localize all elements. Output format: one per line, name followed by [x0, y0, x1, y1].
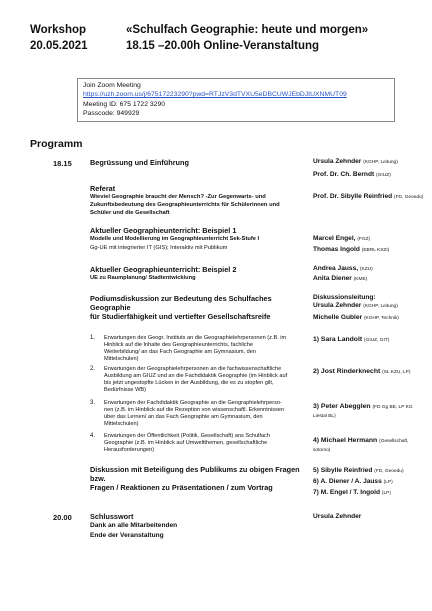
beispiel1-line: Modelle und Modellierung im Geographieunterricht Sek-Stufe I	[90, 236, 260, 243]
schluss-block	[90, 512, 300, 541]
respondent-affil: (Gesellschaft, sotomo)	[313, 439, 409, 454]
schluss-line: Ende der Veranstaltung	[90, 532, 164, 540]
item-line: Geographie (z.B. im Hinblick auf Umweltthemen, gesellschaftliche	[104, 440, 268, 447]
podium-item-1	[104, 335, 300, 363]
beispiel1-title: Aktueller Geographieunterricht: Beispiel 1	[90, 226, 237, 235]
responder-name: 5) Sibylle Reinfried	[313, 467, 373, 474]
header-date: 20.05.2021	[30, 40, 88, 52]
beispiel1-line: Gg-UE mit integrierter IT (GIS); Interaktiv mit Publikum	[90, 244, 228, 251]
referat-line: Wieviel Geographie braucht der Mensch? -Zur Gegenwarts- und	[90, 194, 266, 201]
programm-heading: Programm	[30, 138, 83, 150]
schluss-line: Schlusswort	[90, 512, 134, 521]
podium-line: für Studierfähigkeit und vertiefter Gesellschaftsreife	[90, 312, 271, 322]
responder-name: 6) A. Diener / A. Jauss	[313, 478, 382, 485]
podium-item-4	[104, 433, 300, 454]
beispiel1-speakers	[313, 235, 425, 256]
time-start: 18.15	[53, 159, 72, 168]
podium-item-2	[104, 366, 300, 394]
welcome-title: Begrüssung und Einführung	[90, 158, 189, 167]
speaker-affil: (FGZ)	[357, 237, 371, 242]
zoom-info-box	[77, 78, 395, 122]
podium-line: Podiumsdiskussion zur Bedeutung des Schulfaches Geographie	[90, 294, 272, 313]
respondent-affil: (FD Gg BE, LP KG Liestal BL)	[313, 405, 413, 420]
speaker-affil: (KZU)	[359, 267, 373, 272]
item-line: Mittelschulen)	[104, 356, 139, 363]
speaker-affil: (KGHP, Technik)	[363, 315, 399, 321]
beispiel2-block	[90, 265, 300, 283]
header-left	[30, 22, 88, 54]
respondent-name: 1) Sara Landolt	[313, 336, 363, 343]
responder-affil: (FD, Geoedu)	[374, 469, 404, 474]
item-respondent	[313, 336, 425, 345]
respondent-affil: (SL KZU, LP)	[382, 370, 411, 375]
podium-lead-label: Diskussionsleitung:	[313, 294, 376, 301]
item-line: Ausbildung am GIUZ und an die Fachdidaktik Geographie (im Hinblick auf	[104, 373, 288, 380]
referat-heading: Referat	[90, 184, 116, 193]
schluss-speaker: Ursula Zehnder	[313, 513, 362, 520]
diskussion-responders	[313, 466, 425, 499]
podium-item-3	[104, 400, 300, 428]
schluss-line: Dank an alle Mitarbeitenden	[90, 522, 178, 530]
speaker-name: Anita Diener	[313, 275, 352, 283]
item-line: bis jetzt ungestopfte Lücken in der Ausbildung, die es zu stopfen gilt,	[104, 380, 274, 387]
header-right	[126, 22, 368, 54]
item-line: Hinblick auf die Inhalte des Geographieunterrichts, fachliche	[104, 342, 253, 349]
beispiel2-title: Aktueller Geographieunterricht: Beispiel 2	[90, 265, 237, 274]
responder-name: 7) M. Engel / T. Ingold	[313, 489, 381, 496]
speaker-name: Michelle Gubler	[313, 313, 363, 321]
item-line: Herausforderungen)	[104, 447, 155, 454]
speaker-name: Thomas Ingold	[313, 246, 360, 254]
time-end: 20.00	[53, 513, 72, 522]
beispiel2-line: UE zu Raumplanung/ Stadtentwicklung	[90, 275, 196, 282]
beispiel1-block	[90, 226, 300, 252]
speaker-name: Marcel Engel,	[313, 235, 356, 242]
item-line: über das Lernen/ an das Fach Geographie am Gymnasium, den	[104, 414, 263, 421]
item-line: Erwartungen der Öffentlichkeit (Politik, Gesellschaft) ans Schulfach	[104, 433, 270, 439]
zoom-title: Join Zoom Meeting	[83, 82, 141, 89]
speaker-name: Prof. Dr. Sibylle Reinfried	[313, 193, 393, 200]
speaker-affil: (KME)	[353, 277, 368, 283]
respondent-name: 3) Peter Abegglen	[313, 403, 371, 410]
header-time-format: 18.15 –20.00h Online-Veranstaltung	[126, 40, 320, 52]
item-line: Mittelschulen)	[104, 421, 139, 428]
podium-lead	[313, 294, 425, 323]
speaker-affil: (GIUZ)	[376, 173, 391, 179]
speaker-affil: (EBRL KSZI)	[361, 248, 390, 254]
item-respondent	[313, 437, 425, 456]
podium-block	[90, 294, 300, 322]
item-number: 3.	[90, 400, 96, 406]
speaker-name: Ursula Zehnder	[313, 158, 362, 165]
speaker-name: Prof. Dr. Ch. Berndt	[313, 171, 375, 179]
item-line: Weiterbildung/ an das Fach Geographie am Gymnasium, den	[104, 349, 256, 356]
beispiel2-speakers	[313, 265, 425, 285]
item-number: 1.	[90, 335, 96, 341]
item-respondent	[313, 368, 425, 377]
referat-line: Schüler und die Gesellschaft	[90, 210, 170, 217]
item-respondent	[313, 403, 425, 422]
diskussion-block	[90, 465, 300, 493]
item-line: nen (z.B. im Hinblick auf die Rezeption von wissenschaftl. Erkenntnissen	[104, 407, 285, 414]
welcome-speakers	[313, 158, 425, 181]
speaker-affil: (KGHP, Leitung)	[363, 304, 398, 310]
diskussion-line: Diskussion mit Beteiligung des Publikums zu obigen Fragen bzw.	[90, 465, 300, 484]
item-line: Bedürfnisse WB)	[104, 387, 146, 394]
referat-block	[90, 184, 300, 217]
diskussion-line: Fragen / Reaktionen zu Präsentationen / zum Vortrag	[90, 483, 273, 493]
referat-line: Zukunftsbedeutung des Geographieunterrichts für Schülerinnen und	[90, 202, 280, 209]
respondent-name: 4) Michael Hermann	[313, 437, 378, 444]
header-workshop: Workshop	[30, 24, 87, 36]
responder-affil: (LP)	[381, 491, 391, 496]
speaker-name: Ursula Zehnder	[313, 302, 362, 310]
zoom-link[interactable]: https://uzh.zoom.us/j/67517223290?pwd=RTJzV3dTVXU5eDBCUWJEbDJtUXNMUT09	[83, 91, 347, 99]
referat-speaker	[313, 193, 425, 202]
item-line: Erwartungen der Geographielehrpersonen an die fachwissenschaftliche	[104, 366, 282, 372]
speaker-affil: (FD, Geoedu)	[394, 195, 424, 200]
item-line: Erwartungen der Fachdidaktik Geographie an die Geographielehrperso-	[104, 400, 282, 406]
zoom-passcode: Passcode: 949929	[83, 109, 140, 117]
responder-affil: (LP)	[383, 480, 393, 485]
speaker-affil: (KGHP, Leitung)	[363, 160, 398, 165]
header-event-title: «Schulfach Geographie: heute und morgen»	[126, 24, 369, 36]
zoom-meeting-id: Meeting ID: 675 1722 3290	[83, 100, 166, 108]
respondent-affil: (GIUZ, GIT)	[364, 338, 390, 343]
item-number: 2.	[90, 366, 96, 372]
item-number: 4.	[90, 433, 96, 439]
item-line: Erwartungen des Geogr. Instituts an die Geographielehrpersonen (z.B. im	[104, 335, 287, 341]
speaker-name: Andrea Jauss,	[313, 265, 359, 272]
respondent-name: 2) Jost Rinderknecht	[313, 368, 381, 375]
